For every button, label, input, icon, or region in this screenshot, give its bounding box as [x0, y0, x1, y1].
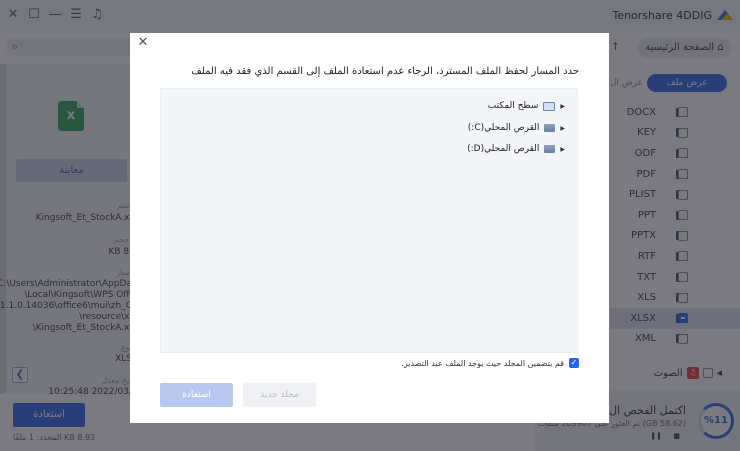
drive-icon — [544, 124, 555, 132]
folder-tree — [160, 88, 578, 353]
new-folder-button[interactable]: مجلد جديد — [243, 383, 316, 407]
tree-item-drive-c[interactable] — [468, 123, 565, 133]
include-folder-checkbox[interactable]: ✓ — [570, 358, 578, 367]
tree-item-label: القرص المحلي(D:) — [467, 144, 540, 154]
tree-item-label: القرص المحلي(C:) — [467, 123, 540, 133]
desktop-icon — [543, 102, 555, 111]
expand-icon[interactable]: ▶ — [560, 124, 565, 132]
include-folder-option[interactable] — [401, 358, 579, 368]
drive-icon — [544, 145, 555, 153]
tree-item-label: سطح المكتب — [487, 101, 539, 111]
save-location-dialog — [130, 33, 609, 423]
expand-icon[interactable]: ▶ — [560, 102, 565, 110]
close-icon[interactable]: ✕ — [137, 35, 149, 50]
dialog-recover-button[interactable]: استعادة — [160, 383, 233, 407]
dialog-title: حدد المسار لحفظ الملف المسترد، الرجاء عدم استعادة الملف إلى القسم الذي فقد فيه الملف — [191, 66, 579, 77]
expand-icon[interactable]: ▶ — [560, 145, 565, 153]
tree-item-drive-d[interactable] — [467, 144, 565, 154]
tree-item-desktop[interactable] — [488, 101, 565, 111]
include-folder-label: قم بتضمين المجلد حيث يوجد الملف عند التصدير. — [401, 358, 564, 368]
